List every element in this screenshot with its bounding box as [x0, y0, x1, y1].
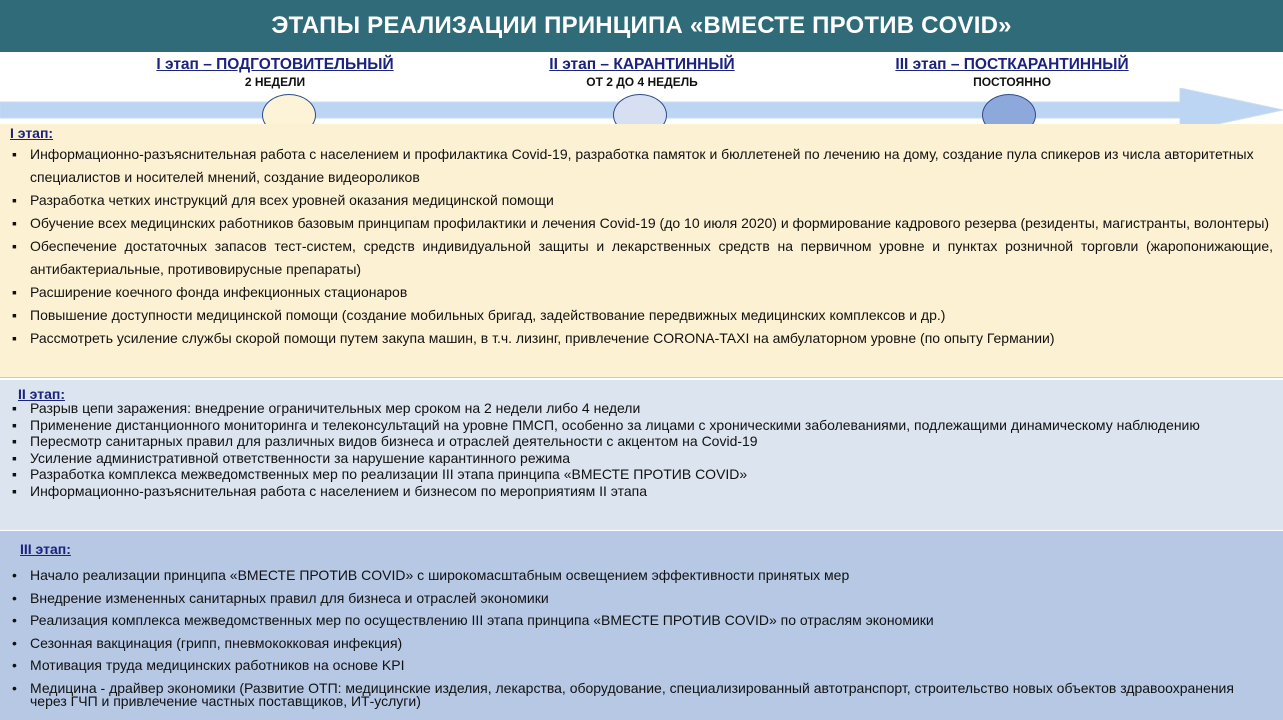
stage-1-list: [10, 143, 1273, 350]
bullet-icon: ▪: [12, 482, 17, 499]
list-item-text: Медицина - драйвер экономики (Развитие ОТП: медицинские изделия, лекарства, оборудование, специализированный автотранспорт, строительство новых объектов здравоохранения через ГЧП и привлечение частных поставщиков, ИТ-услуги): [30, 679, 1234, 709]
list-item-text: Разработка комплекса межведомственных мер по реализации III этапа принципа «ВМЕСТЕ ПРОТИВ COVID»: [30, 466, 748, 482]
list-item-text: Расширение коечного фонда инфекционных стационаров: [30, 284, 408, 300]
bullet-icon: ▪: [12, 466, 17, 482]
stage-2-name: II этап – КАРАНТИННЫЙ: [549, 56, 735, 73]
stage-2-title: II этап:: [18, 386, 65, 402]
stage-2-duration: ОТ 2 ДО 4 НЕДЕЛЬ: [586, 75, 698, 89]
stage-2-header: [497, 56, 787, 89]
stage-1-section: [0, 124, 1283, 378]
bullet-icon: ▪: [12, 238, 17, 254]
list-item: [10, 416, 1269, 433]
list-item-text: Пересмотр санитарных правил для различных видов бизнеса и отраслей деятельности с акцентом на Covid-19: [30, 433, 758, 449]
list-item: [10, 589, 1269, 606]
stage-1-title: I этап:: [10, 125, 54, 141]
stage-3-section: [0, 531, 1283, 720]
bullet-icon: •: [12, 589, 17, 606]
stage-3-name: III этап – ПОСТКАРАНТИННЫЙ: [895, 56, 1129, 73]
list-item-text: Обеспечение достаточных запасов тест-систем, средств индивидуальной защиты и лекарственных средств на первичном уровне и пунктах розничной торговли (жаропонижающие, антибактериальные, противовирусные препараты): [30, 238, 1273, 277]
list-item-text: Рассмотреть усиление службы скорой помощи путем закупа машин, в т.ч. лизинг, привлечение CORONA-TAXI на амбулаторном уровне (по опыту Германии): [30, 330, 1055, 346]
bullet-icon: ▪: [12, 330, 17, 346]
bullet-icon: •: [12, 567, 17, 583]
bullet-icon: ▪: [12, 215, 17, 231]
bullet-icon: ▪: [12, 192, 17, 208]
bullet-icon: ▪: [12, 307, 17, 323]
bullet-icon: •: [12, 657, 17, 673]
bullet-icon: •: [12, 612, 17, 628]
list-item: [10, 468, 1269, 480]
list-item: [10, 679, 1269, 709]
stage-1-duration: 2 НЕДЕЛИ: [244, 75, 306, 89]
list-item-text: Применение дистанционного мониторинга и телеконсультаций на уровне ПМСП, особенно за лицами с хроническими заболеваниями, подлежащими динамическому наблюдению: [30, 416, 1200, 433]
list-item: [10, 402, 1269, 414]
list-item-text: Сезонная вакцинация (грипп, пневмококковая инфекция): [30, 634, 403, 651]
list-item: [10, 281, 1273, 304]
list-item: [10, 304, 1273, 327]
bullet-icon: ▪: [12, 433, 17, 449]
stage-1-name: I этап – ПОДГОТОВИТЕЛЬНЫЙ: [156, 56, 394, 73]
list-item: [10, 449, 1269, 466]
stage-3-header: [862, 56, 1162, 89]
stage-2-section: [0, 380, 1283, 530]
stage-3-list: [10, 569, 1269, 708]
list-item-text: Усиление административной ответственности за нарушение карантинного режима: [30, 449, 571, 466]
list-item-text: Внедрение измененных санитарных правил для бизнеса и отраслей экономики: [30, 589, 549, 606]
list-item-text: Разрыв цепи заражения: внедрение ограничительных мер сроком на 2 недели либо 4 недели: [30, 400, 641, 416]
stage-3-title: III этап:: [20, 541, 71, 557]
bullet-icon: ▪: [12, 449, 17, 466]
list-item: [10, 659, 1269, 672]
list-item-text: Информационно-разъяснительная работа с населением и профилактика Covid-19, разработка памяток и бюллетеней по лечению на дому, создание пула спикеров из числа авторитетных специалистов и носителей мнений, создание видеороликов: [30, 146, 1254, 185]
bullet-icon: ▪: [12, 146, 17, 162]
list-item: [10, 143, 1273, 189]
list-item-text: Мотивация труда медицинских работников на основе KPI: [30, 657, 405, 673]
bullet-icon: ▪: [12, 284, 17, 300]
bullet-icon: ▪: [12, 416, 17, 433]
stage-1-header: [130, 56, 420, 89]
list-item: [10, 327, 1273, 350]
list-item: [10, 189, 1273, 212]
page-title: ЭТАПЫ РЕАЛИЗАЦИИ ПРИНЦИПА «ВМЕСТЕ ПРОТИВ COVID»: [0, 0, 1283, 52]
bullet-icon: ▪: [12, 400, 17, 416]
list-item: [10, 482, 1269, 499]
list-item: [10, 569, 1269, 582]
stage-3-duration: ПОСТОЯННО: [973, 75, 1051, 89]
list-item: [10, 212, 1273, 235]
list-item-text: Повышение доступности медицинской помощи (создание мобильных бригад, задействование передвижных медицинских комплексов и др.): [30, 307, 946, 323]
list-item-text: Реализация комплекса межведомственных мер по осуществлению III этапа принципа «ВМЕСТЕ ПРОТИВ COVID» по отраслям экономики: [30, 612, 934, 628]
list-item: [10, 435, 1269, 447]
bullet-icon: •: [12, 679, 17, 696]
list-item-text: Разработка четких инструкций для всех уровней оказания медицинской помощи: [30, 192, 554, 208]
stage-2-list: [10, 402, 1269, 497]
list-item: [10, 634, 1269, 651]
list-item-text: Обучение всех медицинских работников базовым принципам профилактики и лечения Covid-19 (до 10 июля 2020) и формирование кадрового резерва (резиденты, магистранты, волонтеры): [30, 215, 1270, 231]
list-item: [10, 235, 1273, 281]
list-item-text: Информационно-разъяснительная работа с населением и бизнесом по мероприятиям II этапа: [30, 482, 647, 499]
list-item: [10, 614, 1269, 627]
list-item-text: Начало реализации принципа «ВМЕСТЕ ПРОТИВ COVID» с широкомасштабным освещением эффективности принятых мер: [30, 567, 850, 583]
bullet-icon: •: [12, 634, 17, 651]
